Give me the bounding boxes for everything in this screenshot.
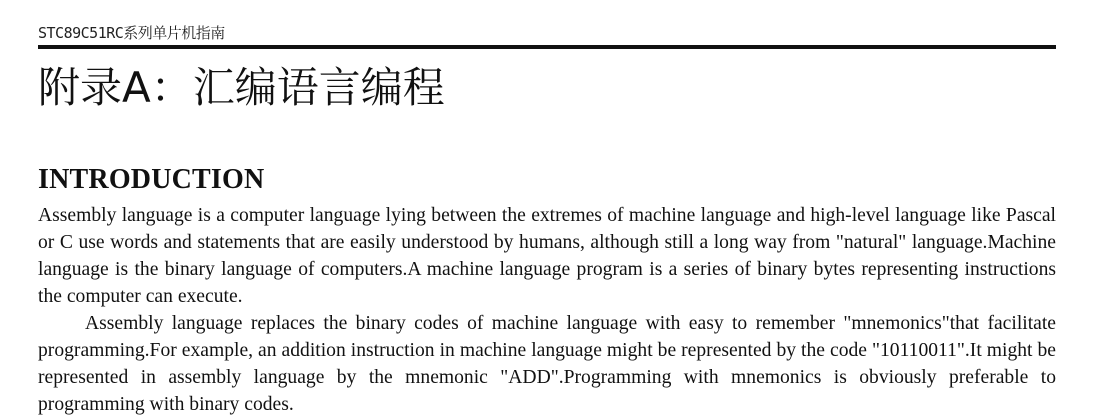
paragraph-1: Assembly language is a computer language lying between the extremes of machine language and high-level language like Pascal or C use words and statements that are easily understood by humans, although still a long way from "natural" language.Machine language is the binary language of computers.A machine language program is a series of binary bytes representing instructions the computer can execute. <box>38 205 1056 307</box>
body-text <box>38 202 1056 418</box>
paragraph-2: Assembly language replaces the binary codes of machine language with easy to remember "mnemonics"that facilitate programming.For example, an addition instruction in machine language might be represented by the code "10110011".It might be represented in assembly language by the mnemonic "ADD".Programming with mnemonics is obviously preferable to programming with binary codes. <box>38 313 1056 415</box>
chapter-title: 附录A：汇编语言编程 <box>38 63 445 112</box>
header-rule <box>38 45 1056 49</box>
running-header: STC89C51RC系列单片机指南 <box>38 24 225 42</box>
section-heading: INTRODUCTION <box>38 164 265 195</box>
